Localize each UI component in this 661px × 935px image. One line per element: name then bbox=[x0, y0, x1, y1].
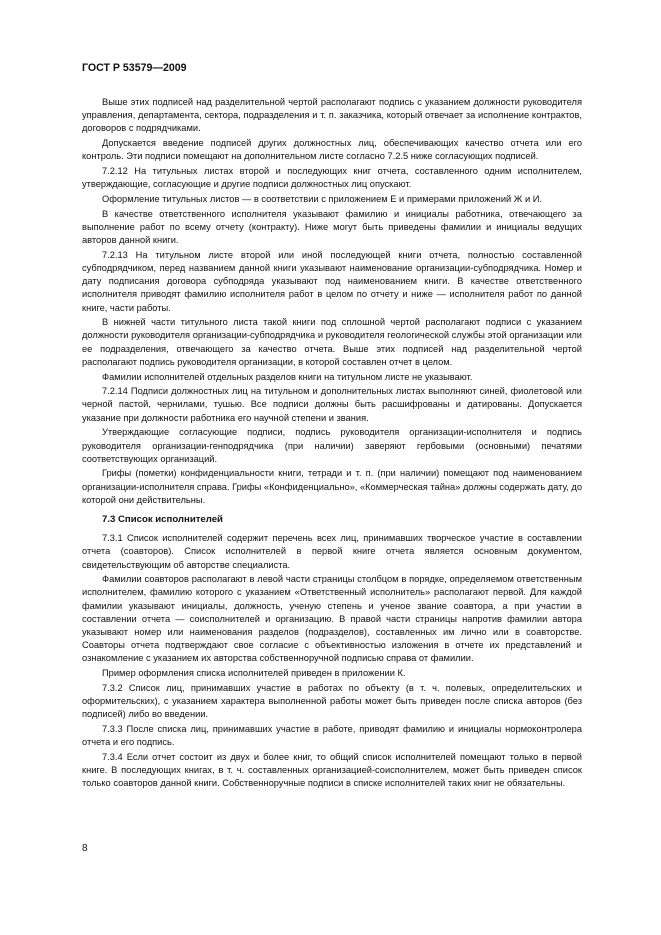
paragraph: В качестве ответственного исполнителя указывают фамилию и инициалы работника, отвечающего за выполнение работ по всему отчету (контракту). Ниже могут быть приведены фамилии и инициалы ведущих авторов данной книги. bbox=[82, 208, 582, 246]
paragraph: 7.3.2 Список лиц, принимавших участие в работах по объекту (в т. ч. полевых, определительских и оформительских), с указанием характера выполненной работы может быть приведен после списка авторов (без подписей) либо во введении. bbox=[82, 682, 582, 720]
page-number: 8 bbox=[82, 843, 88, 854]
paragraph: 7.3.3 После списка лиц, принимавших участие в работе, приводят фамилию и инициалы нормоконтролера отчета и его подпись. bbox=[82, 723, 582, 748]
paragraph: Утверждающие согласующие подписи, подпись руководителя организации-исполнителя и подпись руководителя организации-генподрядчика (при наличии) заверяют гербовыми (основными) печатями соответствующих организаций. bbox=[82, 427, 582, 464]
paragraph: 7.3.1 Список исполнителей содержит перечень всех лиц, принимавших творческое участие в составлении отчета (соавторов). Список исполнителей в первой книге отчета является основным документом, свидетельствующим об авторстве специалиста. bbox=[82, 533, 582, 570]
paragraph: Допускается введение подписей других должностных лиц, обеспечивающих качество отчета или его контроль. Эти подписи помещают на дополнительном листе согласно 7.2.5 ниже согласующих подписей. bbox=[82, 138, 582, 162]
paragraph: Оформление титульных листов — в соответствии с приложением Е и примерами приложений Ж и И. bbox=[102, 193, 542, 204]
paragraph: Выше этих подписей над разделительной чертой располагают подпись с указанием должности руководителя управления, департамента, сектора, подразделения и т. п. заказчика, который отвечает за исполнение контрактов, договоров с подрядчиками. bbox=[82, 97, 582, 134]
paragraph: Фамилии соавторов располагают в левой части страницы столбцом в порядке, определяемом ответственным исполнителем, фамилию которого с указанием «Ответственный исполнитель» располагают первой. Для каждой фамилии указывают инициалы, должность, ученую степень и ученое звание соавтора, а при участии в составлении отчета — соисполнителей и организацию. В правой части страницы напротив фамилии автора указывают номер или наименования разделов (подразделов), составленных им лично или в соавторстве. Соавторы отчета подтверждают свое согласие с объективностью изложения в отчете их представлений и ознакомление с указанием их авторства собственноручной подписью справа от фамилии. bbox=[82, 574, 582, 664]
paragraph: 7.2.14 Подписи должностных лиц на титульном и дополнительных листах выполняют синей, фиолетовой или черной пастой, чернилами, тушью. Все подписи должны быть расшифрованы и датированы. Допускается указание при должности работника его научной степени и звания. bbox=[82, 386, 582, 423]
paragraph: В нижней части титульного листа такой книги под сплошной чертой располагают подписи с указанием должности руководителя организации-субподрядчика и руководителя геологической службы этой организации или ее подразделения, отвечающего за качество отчета. Выше этих подписей над разделительной чертой располагают подпись руководителя организации, в которой составлен отчет в целом. bbox=[82, 317, 582, 367]
paragraph: 7.2.12 На титульных листах второй и последующих книг отчета, составленного одним исполнителем, утверждающие, согласующие и другие подписи должностных лиц опускают. bbox=[82, 166, 582, 190]
paragraph: Грифы (пометки) конфиденциальности книги, тетради и т. п. (при наличии) помещают под наименованием организации-исполнителя справа. Грифы «Конфиденциально», «Коммерческая тайна» должны содержать дату, до которой они действительны. bbox=[82, 468, 582, 505]
paragraph: Фамилии исполнителей отдельных разделов книги на титульном листе не указывают. bbox=[102, 371, 473, 382]
paragraph: Пример оформления списка исполнителей приведен в приложении К. bbox=[102, 668, 406, 679]
section-title: 7.3 Список исполнителей bbox=[102, 514, 223, 526]
paragraph: 7.2.13 На титульном листе второй или иной последующей книги отчета, полностью составленной субподрядчиком, перед названием данной книги указывают наименование организации-субподрядчика. Номер и дату подписания договора субподряда указывают под наименованием книги. В качестве ответственного исполнителя приводят фамилию исполнителя работ в целом по отчету и ниже — исполнителя работ по данной книге, части работы. bbox=[82, 249, 582, 313]
paragraph: 7.3.4 Если отчет состоит из двух и более книг, то общий список исполнителей помещают только в первой книге. В последующих книгах, в т. ч. составленных организацией-соисполнителем, может быть приведен список только соавторов данной книги. Собственноручные подписи в списке исполнителей таких книг не обязательны. bbox=[82, 751, 582, 789]
document-header: ГОСТ Р 53579—2009 bbox=[82, 62, 187, 74]
document-page bbox=[82, 62, 582, 792]
